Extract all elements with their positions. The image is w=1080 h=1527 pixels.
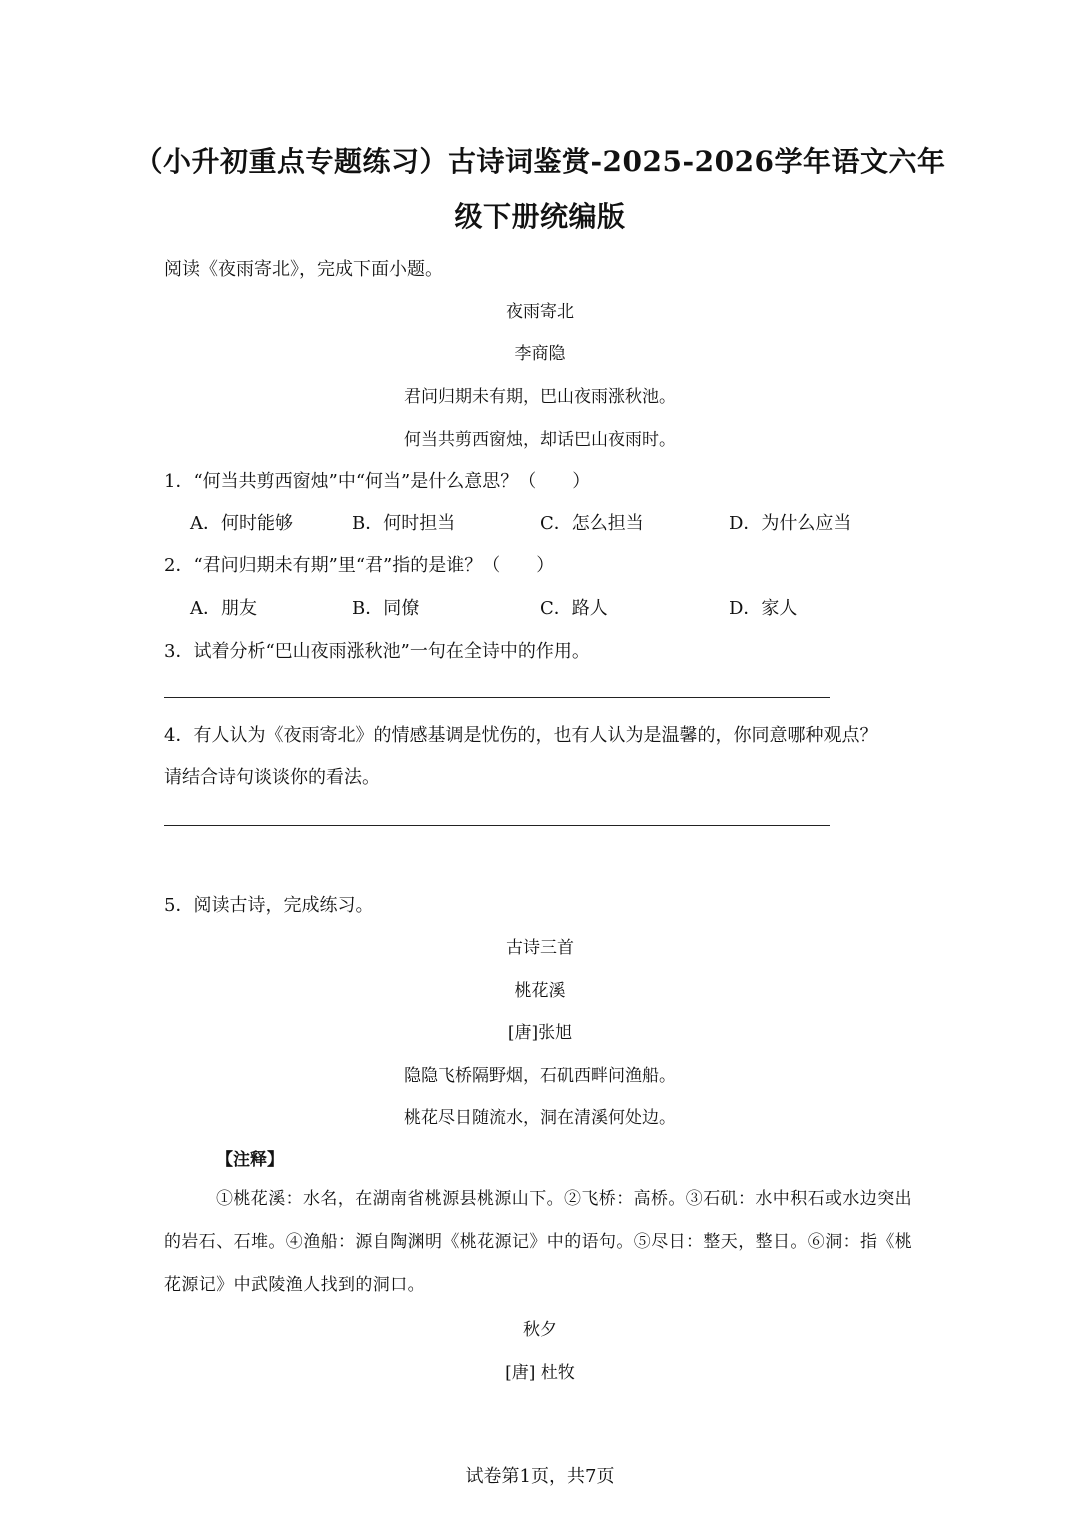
question-5-stem: 5．阅读古诗，完成练习。 [164, 895, 374, 916]
poem-author: [唐] 杜牧 [505, 1363, 575, 1383]
document-title-line1: （小升初重点专题练习）古诗词鉴赏-2025-2026学年语文六年 [134, 145, 946, 178]
notes-text: ①桃花溪：水名，在湖南省桃源县桃源山下。②飞桥：高桥。③石矶：水中积石或水边突出的岩石、石堆。④渔船：源自陶渊明《桃花源记》中的语句。⑤尽日：整天，整日。⑥洞：指《桃花源记》中武陵渔人找到的洞口。 [164, 1189, 913, 1295]
question-2-stem: 2．“君问归期未有期”里“君”指的是谁？（ ） [164, 555, 555, 576]
question-4-stem-line1: 4．有人认为《夜雨寄北》的情感基调是忧伤的，也有人认为是温馨的，你同意哪种观点？ [164, 725, 878, 746]
answer-line-3[interactable] [164, 697, 830, 698]
question-2-option-a[interactable]: A．朋友 [190, 598, 257, 619]
poem-author: [唐]张旭 [507, 1023, 573, 1043]
question-1-option-b[interactable]: B．何时担当 [352, 513, 456, 534]
question-4-stem-line2: 请结合诗句谈谈你的看法。 [164, 767, 380, 788]
poem-title: 桃花溪 [514, 981, 566, 1001]
question-2-option-c[interactable]: C．路人 [540, 598, 608, 619]
question-1-stem: 1．“何当共剪西窗烛”中“何当”是什么意思？（ ） [164, 471, 591, 492]
question-2-option-b[interactable]: B．同僚 [352, 598, 420, 619]
poem-author: 李商隐 [514, 344, 566, 364]
poem-title: 夜雨寄北 [506, 302, 574, 322]
answer-line-4[interactable] [164, 825, 830, 826]
poem-group-title: 古诗三首 [506, 938, 574, 958]
poem-line: 隐隐飞桥隔野烟，石矶西畔问渔船。 [404, 1066, 676, 1086]
question-2-option-d[interactable]: D．家人 [729, 598, 798, 619]
poem-line: 桃花尽日随流水，洞在清溪何处边。 [404, 1108, 676, 1128]
poem-line: 何当共剪西窗烛，却话巴山夜雨时。 [404, 430, 676, 450]
poem-title: 秋夕 [523, 1320, 557, 1340]
question-1-option-c[interactable]: C．怎么担当 [540, 513, 644, 534]
page-footer: 试卷第1页，共7页 [465, 1466, 615, 1487]
question-1-option-a[interactable]: A．何时能够 [190, 513, 293, 534]
poem-line: 君问归期未有期，巴山夜雨涨秋池。 [404, 387, 676, 407]
question-1-option-d[interactable]: D．为什么应当 [729, 513, 852, 534]
question-3-stem: 3．试着分析“巴山夜雨涨秋池”一句在全诗中的作用。 [164, 641, 590, 662]
document-title-line2: 级下册统编版 [454, 200, 626, 233]
section-intro: 阅读《夜雨寄北》，完成下面小题。 [164, 259, 443, 280]
notes-heading: 【注释】 [216, 1150, 284, 1170]
